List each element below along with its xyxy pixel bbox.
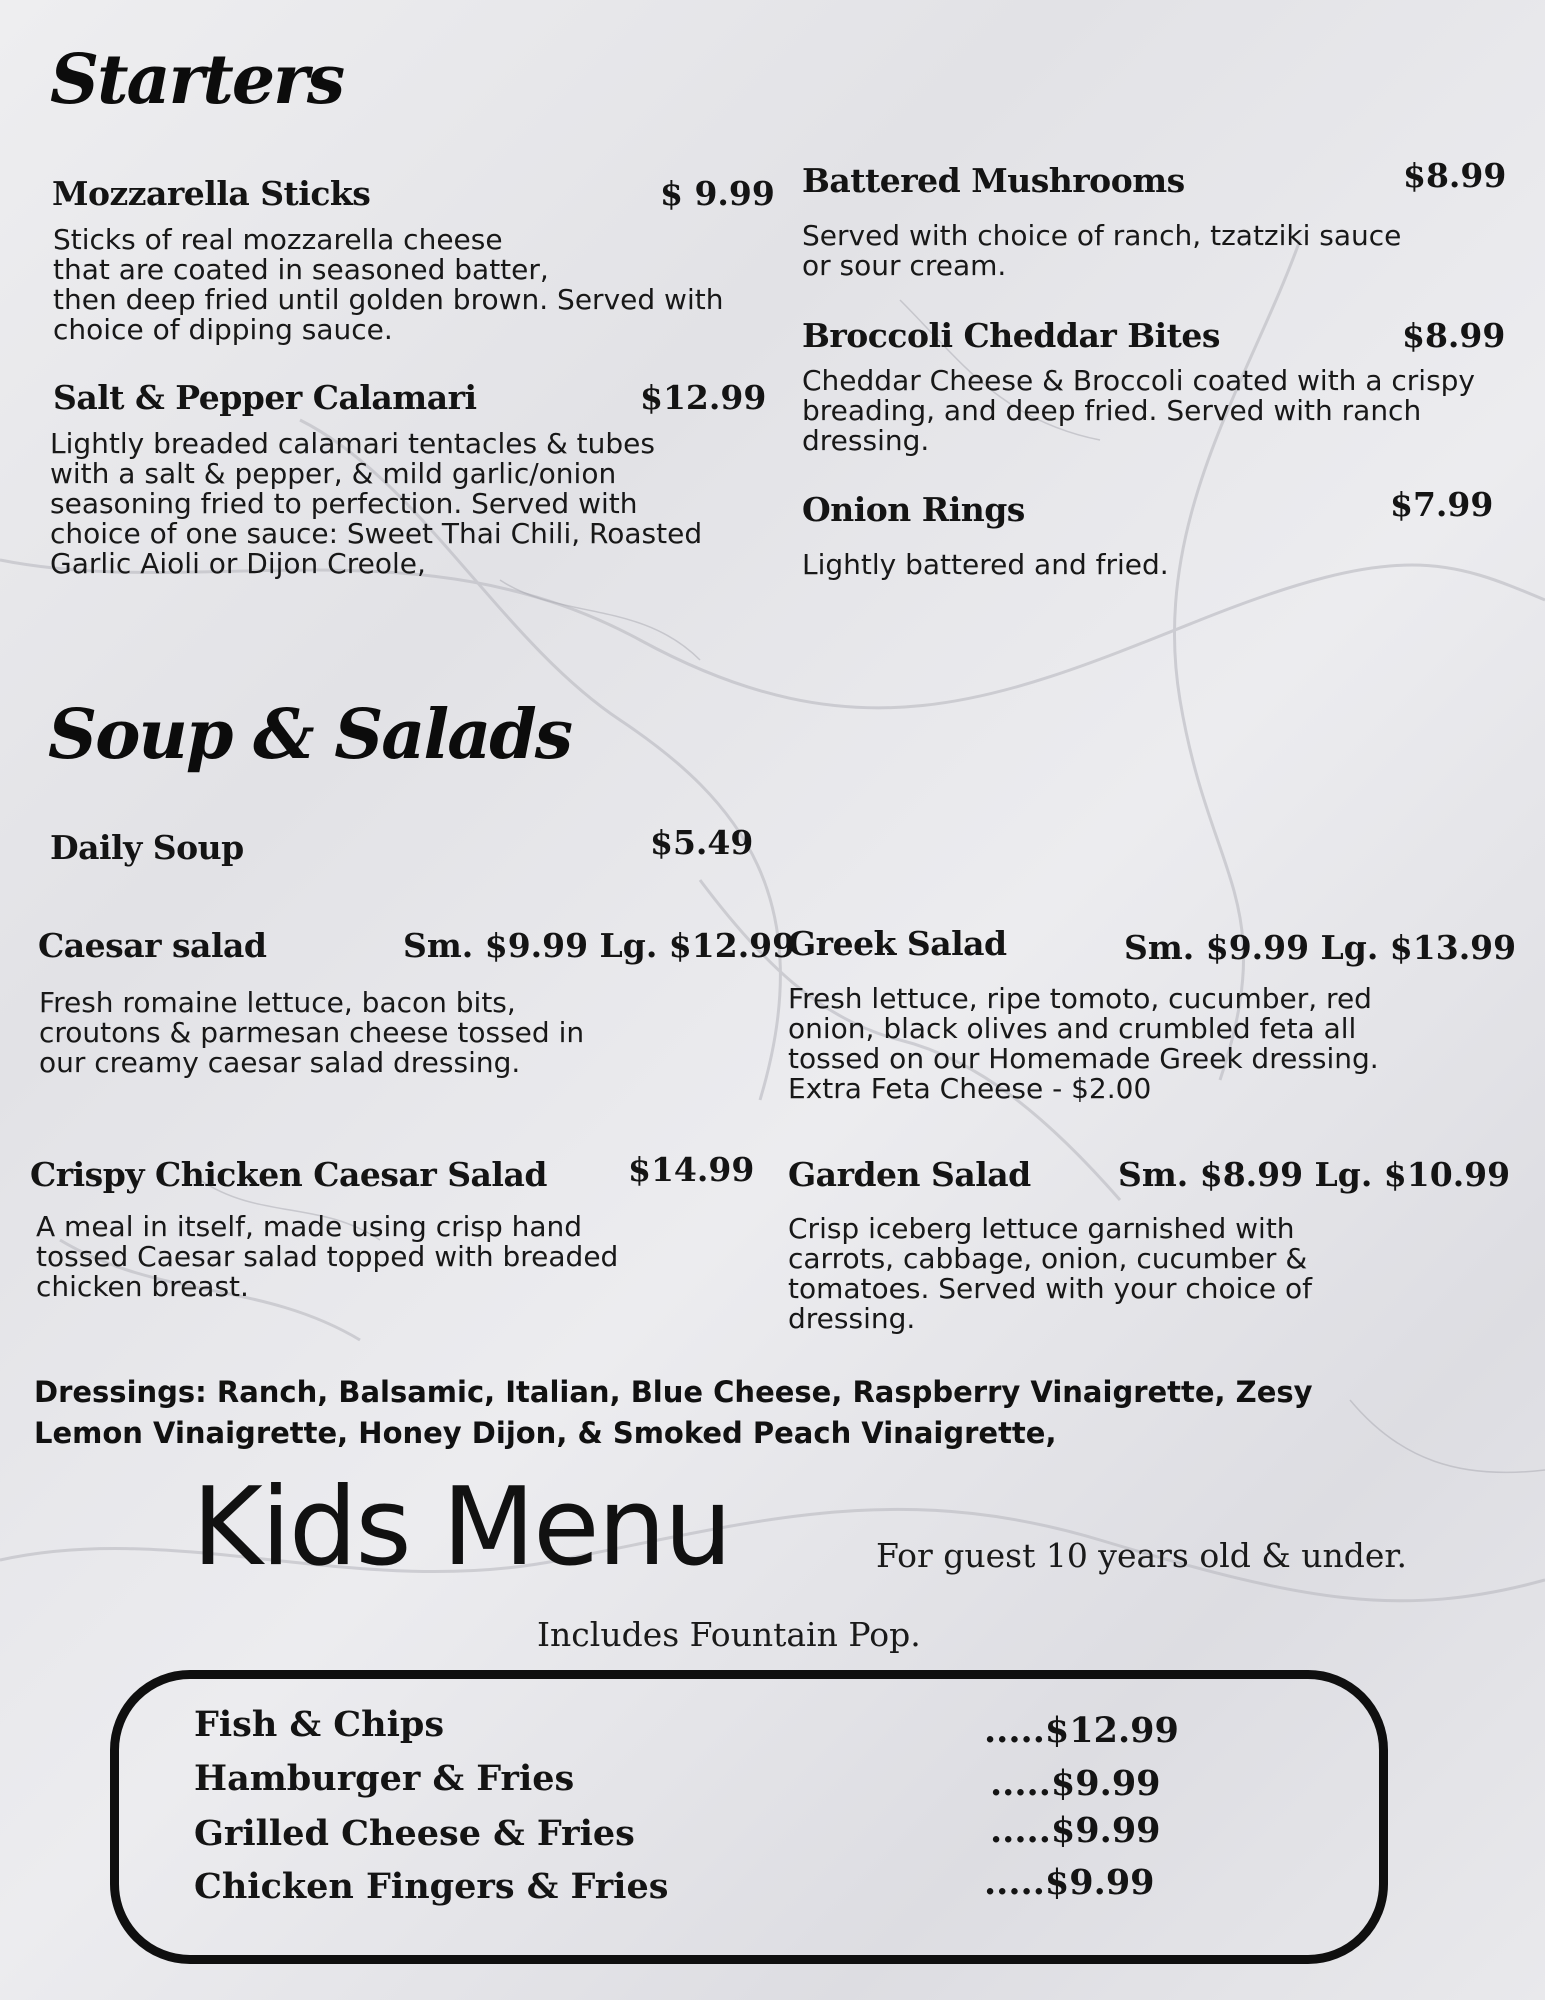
item-desc-battered-mushrooms: Served with choice of ranch, tzatziki sauce or sour cream. — [802, 219, 1402, 282]
item-name-crispy-chicken-caesar: Crispy Chicken Caesar Salad — [30, 1155, 547, 1194]
item-price-calamari: $12.99 — [640, 378, 767, 417]
item-price-crispy-chicken-caesar: $14.99 — [628, 1150, 755, 1189]
kids-item-name-fish-chips: Fish & Chips — [194, 1704, 445, 1745]
kids-item-price-fish-chips: .....$12.99 — [984, 1710, 1179, 1751]
kids-item-name-chicken-fingers-fries: Chicken Fingers & Fries — [194, 1866, 669, 1907]
item-desc-caesar-salad: Fresh romaine lettuce, bacon bits, croutons & parmesan cheese tossed in our creamy caesar salad dressing. — [39, 986, 585, 1079]
kids-menu-heading: Kids Menu — [192, 1465, 731, 1590]
kids-item-price-chicken-fingers-fries: .....$9.99 — [984, 1862, 1155, 1903]
item-price-mozzarella-sticks: $ 9.99 — [660, 174, 775, 213]
item-price-greek-salad: Sm. $9.99 Lg. $13.99 — [1124, 928, 1517, 967]
kids-includes-note: Includes Fountain Pop. — [537, 1615, 921, 1654]
item-name-mozzarella-sticks: Mozzarella Sticks — [52, 174, 371, 213]
item-desc-crispy-chicken-caesar: A meal in itself, made using crisp hand tossed Caesar salad topped with breaded chicken breast. — [36, 1210, 619, 1303]
item-name-greek-salad: Greek Salad — [788, 924, 1007, 963]
kids-age-note: For guest 10 years old & under. — [876, 1536, 1408, 1575]
item-name-garden-salad: Garden Salad — [788, 1155, 1031, 1194]
kids-item-name-grilled-cheese-fries: Grilled Cheese & Fries — [194, 1813, 635, 1854]
item-desc-calamari: Lightly breaded calamari tentacles & tubes with a salt & pepper, & mild garlic/onion seasoning fried to perfection. Served with choice of one sauce: Sweet Thai Chili, Roasted Garlic Aioli or Dijon Creole, — [50, 427, 703, 580]
kids-item-price-hamburger-fries: .....$9.99 — [990, 1763, 1161, 1804]
item-name-calamari: Salt & Pepper Calamari — [53, 378, 477, 417]
item-desc-garden-salad: Crisp iceberg lettuce garnished with carrots, cabbage, onion, cucumber & tomatoes. Served with your choice of dressing. — [788, 1212, 1312, 1335]
item-desc-mozzarella-sticks: Sticks of real mozzarella cheese that are coated in seasoned batter, then deep fried until golden brown. Served with choice of dipping sauce. — [53, 223, 724, 346]
item-name-broccoli-cheddar-bites: Broccoli Cheddar Bites — [802, 316, 1220, 355]
item-price-broccoli-cheddar-bites: $8.99 — [1402, 316, 1506, 355]
kids-item-name-hamburger-fries: Hamburger & Fries — [194, 1758, 575, 1799]
item-name-onion-rings: Onion Rings — [802, 490, 1025, 529]
starters-heading: Starters — [50, 40, 344, 120]
item-price-caesar-salad: Sm. $9.99 Lg. $12.99 — [403, 926, 796, 965]
item-name-daily-soup: Daily Soup — [50, 828, 244, 867]
kids-item-price-grilled-cheese-fries: .....$9.99 — [990, 1810, 1161, 1851]
item-price-garden-salad: Sm. $8.99 Lg. $10.99 — [1118, 1155, 1511, 1194]
item-desc-onion-rings: Lightly battered and fried. — [802, 548, 1169, 581]
item-price-daily-soup: $5.49 — [650, 823, 754, 862]
item-name-caesar-salad: Caesar salad — [38, 926, 267, 965]
item-price-battered-mushrooms: $8.99 — [1403, 156, 1507, 195]
soups-salads-heading: Soup & Salads — [48, 695, 572, 775]
dressings-list: Dressings: Ranch, Balsamic, Italian, Blue Cheese, Raspberry Vinaigrette, Zesy Lemon Vinaigrette, Honey Dijon, & Smoked Peach Vinaigrette, — [34, 1375, 1313, 1450]
item-name-battered-mushrooms: Battered Mushrooms — [802, 161, 1185, 200]
item-price-onion-rings: $7.99 — [1390, 485, 1494, 524]
item-desc-greek-salad: Fresh lettuce, ripe tomoto, cucumber, red onion, black olives and crumbled feta all tossed on our Homemade Greek dressing. Extra Feta Cheese - $2.00 — [788, 982, 1379, 1105]
item-desc-broccoli-cheddar-bites: Cheddar Cheese & Broccoli coated with a crispy breading, and deep fried. Served with ranch dressing. — [802, 364, 1475, 457]
